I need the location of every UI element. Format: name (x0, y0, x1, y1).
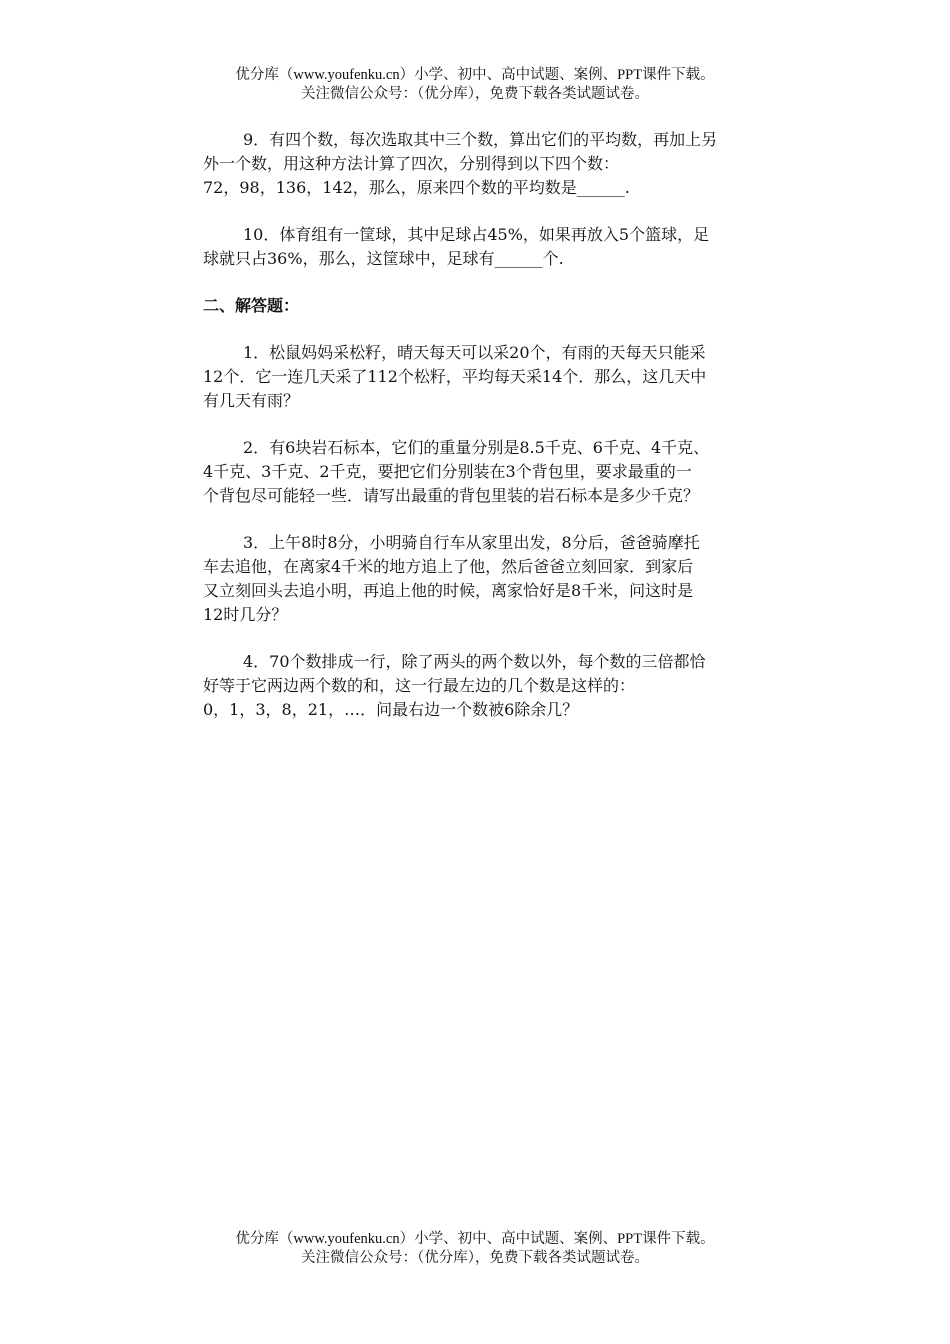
header-line-1: 优分库（www.youfenku.cn）小学、初中、高中试题、案例、PPT课件下载。 (235, 67, 715, 83)
answer-question-2 (203, 436, 803, 508)
question-line: 72，98，136，142，那么，原来四个数的平均数是______. (203, 178, 630, 197)
question-line: 车去追他，在离家4千米的地方追上了他，然后爸爸立刻回家．到家后 (203, 557, 694, 576)
question-line: 0，1，3，8，21，…．问最右边一个数被6除余几？ (203, 700, 579, 719)
footer-line-1: 优分库（www.youfenku.cn）小学、初中、高中试题、案例、PPT课件下载。 (235, 1231, 715, 1247)
question-line: 外一个数，用这种方法计算了四次，分别得到以下四个数： (203, 154, 620, 173)
question-line: 12个．它一连几天采了112个松籽，平均每天采14个．那么，这几天中 (203, 367, 707, 386)
section-title-answer-questions: 二、解答题： (203, 296, 300, 315)
page-header (0, 66, 950, 104)
question-line: 好等于它两边两个数的和，这一行最左边的几个数是这样的： (203, 676, 636, 695)
question-line: 12时几分？ (203, 605, 288, 624)
question-line: 4千克、3千克、2千克，要把它们分别装在3个背包里，要求最重的一 (203, 462, 692, 481)
question-line: 4．70个数排成一行，除了两头的两个数以外，每个数的三倍都恰 (243, 652, 706, 671)
answer-question-1 (203, 341, 803, 413)
answer-question-4 (203, 650, 803, 722)
question-line: 球就只占36%，那么，这筐球中，足球有______个. (203, 249, 564, 268)
fill-question-10 (203, 223, 803, 271)
question-line: 1．松鼠妈妈采松籽，晴天每天可以采20个，有雨的天每天只能采 (243, 343, 706, 362)
header-line-2: 关注微信公众号：（优分库），免费下载各类试题试卷。 (301, 86, 649, 102)
question-line: 个背包尽可能轻一些．请写出最重的背包里装的岩石标本是多少千克？ (203, 486, 700, 505)
question-line: 3．上午8时8分，小明骑自行车从家里出发，8分后，爸爸骑摩托 (243, 533, 700, 552)
question-line: 有几天有雨？ (203, 391, 300, 410)
question-line: 9．有四个数，每次选取其中三个数，算出它们的平均数，再加上另 (243, 130, 718, 149)
question-line: 又立刻回头去追小明，再追上他的时候，离家恰好是8千米，问这时是 (203, 581, 694, 600)
footer-line-2: 关注微信公众号：（优分库），免费下载各类试题试卷。 (301, 1250, 649, 1266)
page-footer (0, 1230, 950, 1268)
question-line: 2．有6块岩石标本，它们的重量分别是8.5千克、6千克、4千克、 (243, 438, 710, 457)
document-body (203, 128, 803, 745)
answer-question-3 (203, 531, 803, 627)
fill-question-9 (203, 128, 803, 200)
question-line: 10．体育组有一筐球，其中足球占45%，如果再放入5个篮球，足 (243, 225, 710, 244)
